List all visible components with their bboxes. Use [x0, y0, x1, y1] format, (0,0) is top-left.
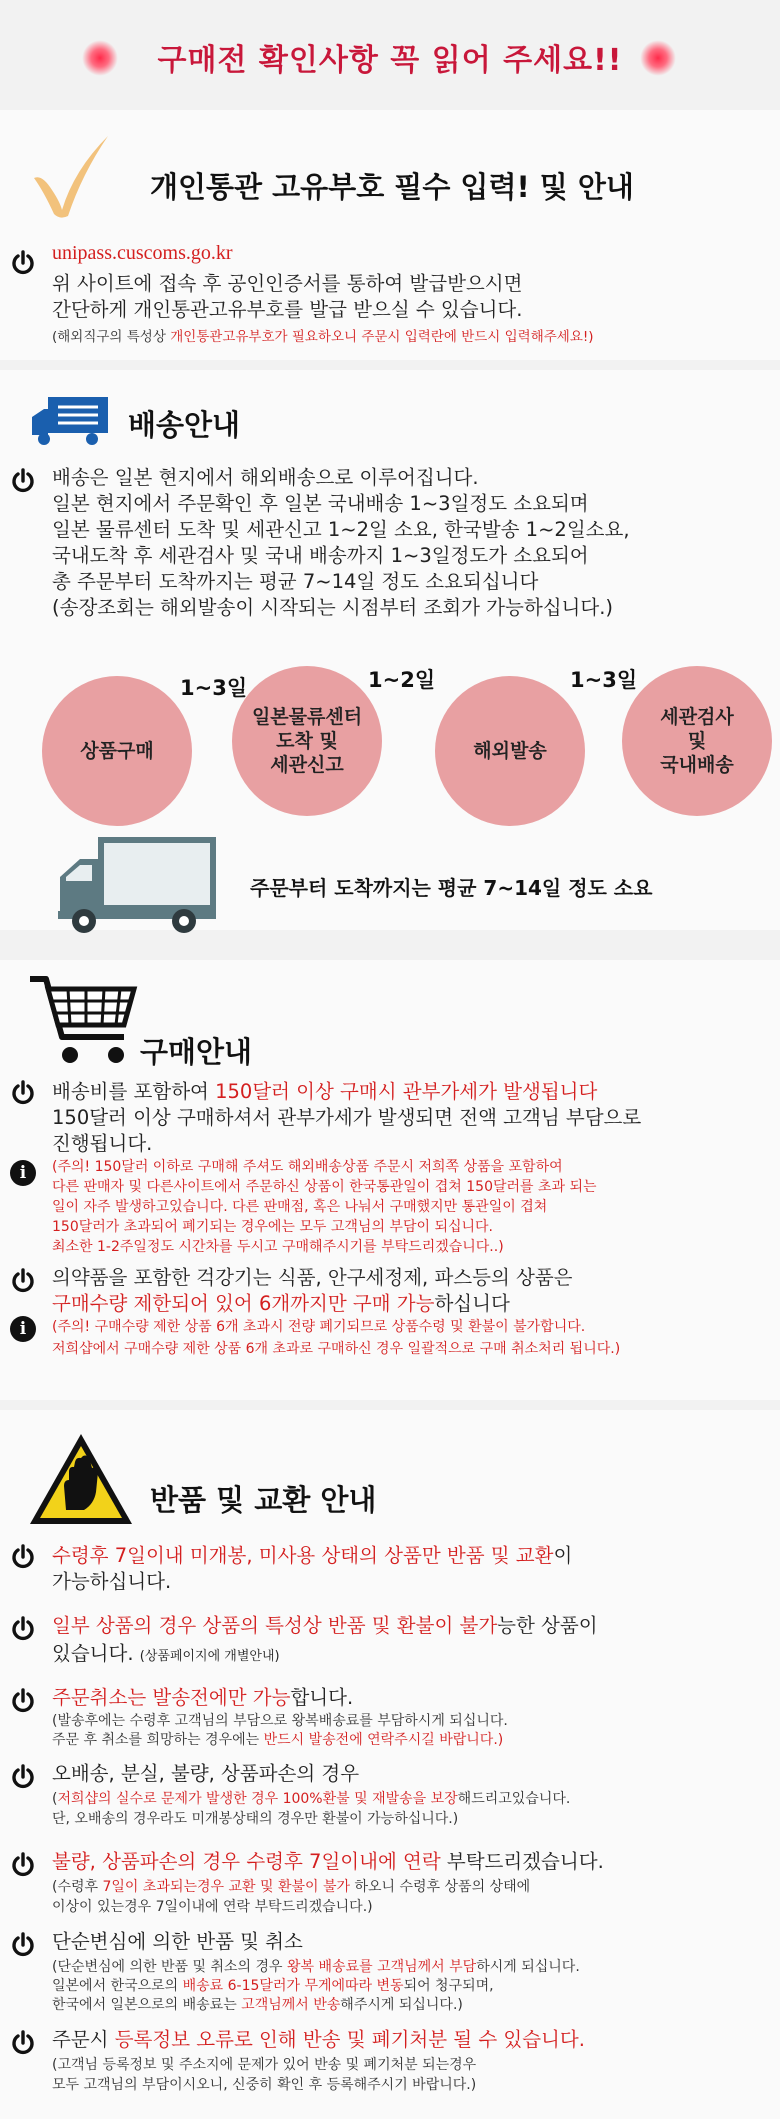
purchase-line-3: 진행됩니다.	[52, 1132, 153, 1155]
customs-section	[0, 110, 780, 360]
step-label: 세관검사 및 국내배송	[660, 706, 734, 776]
returns-item-6: 단순변심에 의한 반품 및 취소	[52, 1930, 303, 1953]
returns-item-6-note-2: 일본에서 한국으로의 배송료 6-15달러가 무게에따라 변동되어 청구되며,	[52, 1978, 494, 1994]
step-label: 일본물류센터 도착 및 세관신고	[251, 706, 363, 776]
shipping-line-4: 국내도착 후 세관검사 및 국내 배송까지 1~3일정도가 소요되어	[52, 544, 589, 567]
shipping-line-2: 일본 현지에서 주문확인 후 일본 국내배송 1~3일정도 소요되며	[52, 492, 589, 515]
returns-item-6-note-3: 한국에서 일본으로의 배송료는 고객님께서 반송해주시게 되십니다.)	[52, 1997, 463, 2013]
shipping-line-1: 배송은 일본 현지에서 해외배송으로 이루어집니다.	[52, 466, 479, 489]
purchase-line-2: 150달러 이상 구매하셔서 관부가세가 발생되면 전액 고객님 부담으로	[52, 1106, 642, 1129]
purchase-line-5: 구매수량 제한되어 있어 6개까지만 구매 가능하십니다	[52, 1292, 510, 1315]
returns-item-1-line-2: 가능하십니다.	[52, 1570, 172, 1593]
shipping-line-6: (송장조회는 해외발송이 시작되는 시점부터 조회가 가능하십니다.)	[52, 596, 614, 619]
power-icon	[10, 2030, 36, 2056]
customs-line-1: 위 사이트에 접속 후 공인인증서를 통하여 발급받으시면	[52, 272, 523, 295]
step-circle	[42, 676, 192, 826]
purchase-note-2: 다른 판매자 및 다른사이트에서 주문하신 상품이 한국통관일이 겹쳐 150달러를 초과 되는	[52, 1179, 597, 1195]
purchase-note-6: (주의! 구매수량 제한 상품 6개 초과시 전량 폐기되므로 상품수령 및 환불이 불가합니다.	[52, 1319, 586, 1335]
purchase-note-4: 150달러가 초과되어 폐기되는 경우에는 모두 고객님의 부담이 되십니다.	[52, 1219, 493, 1235]
purchase-line-4: 의약품을 포함한 걱강기는 식품, 안구세정제, 파스등의 상품은	[52, 1266, 573, 1289]
shipping-line-5: 총 주문부터 도착까지는 평균 7~14일 정도 소요되십니다	[52, 570, 539, 593]
power-icon	[10, 468, 36, 494]
truck-icon	[30, 395, 110, 447]
warning-hand-icon	[26, 1430, 136, 1530]
returns-item-5-note-2: 이상이 있는경우 7일이내에 연락 부탁드리겠습니다.)	[52, 1899, 373, 1915]
returns-item-7: 주문시 등록정보 오류로 인해 반송 및 폐기처분 될 수 있습니다.	[52, 2028, 585, 2051]
purchase-note-5: 최소한 1-2주일정도 시간차를 두시고 구매해주시기를 부탁드리겠습니다..)	[52, 1239, 504, 1255]
power-icon	[10, 1544, 36, 1570]
shopping-cart-icon	[28, 975, 138, 1075]
info-icon: i	[10, 1160, 36, 1186]
shipping-line-3: 일본 물류센터 도착 및 세관신고 1~2일 소요, 한국발송 1~2일소요,	[52, 518, 630, 541]
step-circle	[232, 666, 382, 816]
returns-item-7-note-1: (고객님 등록정보 및 주소지에 문제가 있어 반송 및 폐기처분 되는경우	[52, 2057, 477, 2073]
returns-item-4: 오배송, 분실, 불량, 상품파손의 경우	[52, 1762, 360, 1785]
customs-line-2: 간단하게 개인통관고유부호를 발급 받으실 수 있습니다.	[52, 298, 523, 321]
duration-label: 1~3일	[180, 676, 248, 700]
step-label: 상품구매	[80, 740, 154, 762]
top-banner	[0, 0, 780, 110]
purchase-note-1: (주의! 150달러 이하로 구매해 주셔도 해외배송상품 주문시 저희쪽 상품을 포함하여	[52, 1159, 563, 1175]
power-icon	[10, 1616, 36, 1642]
power-icon	[10, 1932, 36, 1958]
delivery-summary: 주문부터 도착까지는 평균 7~14일 정도 소요	[250, 876, 653, 900]
returns-item-3-note-1: (발송후에는 수령후 고객님의 부담으로 왕복배송료를 부담하시게 되십니다.	[52, 1713, 508, 1729]
shipping-heading: 배송안내	[128, 408, 241, 442]
step-circle	[435, 676, 585, 826]
delivery-truck-icon	[58, 835, 218, 935]
info-icon: i	[10, 1316, 36, 1342]
power-icon	[10, 1852, 36, 1878]
purchase-heading: 구매안내	[140, 1035, 253, 1069]
customs-heading: 개인통관 고유부호 필수 입력! 및 안내	[150, 170, 634, 204]
purchase-note-3: 일이 자주 발생하고있습니다. 다른 판매점, 혹은 나눠서 구매했지만 통관일이 겹쳐	[52, 1199, 548, 1215]
returns-item-2-line-2: 있습니다. (상품페이지에 개별안내)	[52, 1642, 280, 1665]
banner-title: 구매전 확인사항 꼭 읽어 주세요!!	[157, 43, 623, 78]
returns-heading: 반품 및 교환 안내	[150, 1483, 377, 1517]
returns-item-6-note-1: (단순변심에 의한 반품 및 취소의 경우 왕복 배송료를 고객님께서 부담하시게 되십니다.	[52, 1959, 580, 1975]
returns-item-3: 주문취소는 발송전에만 가능합니다.	[52, 1686, 354, 1709]
power-icon	[10, 1080, 36, 1106]
checkmark-icon	[30, 130, 110, 220]
returns-item-2: 일부 상품의 경우 상품의 특성상 반품 및 환불이 불가능한 상품이	[52, 1614, 598, 1637]
step-label: 해외발송	[473, 740, 547, 762]
unipass-link[interactable]: unipass.cuscoms.go.kr	[52, 242, 233, 264]
returns-item-5-note-1: (수령후 7일이 초과되는경우 교환 및 환불이 불가 하오니 수령후 상품의 상태에	[52, 1879, 531, 1895]
returns-item-7-note-2: 모두 고객님의 부담이시오니, 신중히 확인 후 등록해주시기 바랍니다.)	[52, 2077, 477, 2093]
customs-note: (해외직구의 특성상 개인통관고유부호가 필요하오니 주문시 입력란에 반드시 입력해주세요!)	[52, 329, 594, 345]
power-icon	[10, 1688, 36, 1714]
power-icon	[10, 1268, 36, 1294]
purchase-note-7: 저희샵에서 구매수량 제한 상품 6개 초과로 구매하신 경우 일괄적으로 구매 취소처리 됩니다.)	[52, 1341, 621, 1357]
duration-label: 1~3일	[570, 668, 638, 692]
power-icon	[10, 250, 36, 276]
purchase-line-1: 배송비를 포함하여 150달러 이상 구매시 관부가세가 발생됩니다	[52, 1080, 598, 1103]
returns-item-4-note-2: 단, 오배송의 경우라도 미개봉상태의 경우만 환불이 가능하십니다.)	[52, 1811, 459, 1827]
step-circle	[622, 666, 772, 816]
returns-item-1: 수령후 7일이내 미개봉, 미사용 상태의 상품만 반품 및 교환이	[52, 1544, 573, 1567]
power-icon	[10, 1764, 36, 1790]
duration-label: 1~2일	[368, 668, 436, 692]
returns-item-5: 불량, 상품파손의 경우 수령후 7일이내에 연락 부탁드리겠습니다.	[52, 1850, 604, 1873]
returns-item-3-note-2: 주문 후 취소를 희망하는 경우에는 반드시 발송전에 연락주시길 바랍니다.)	[52, 1732, 504, 1748]
returns-item-4-note-1: (저희샵의 실수로 문제가 발생한 경우 100%환불 및 재발송을 보장해드리고있습니다.	[52, 1791, 571, 1807]
